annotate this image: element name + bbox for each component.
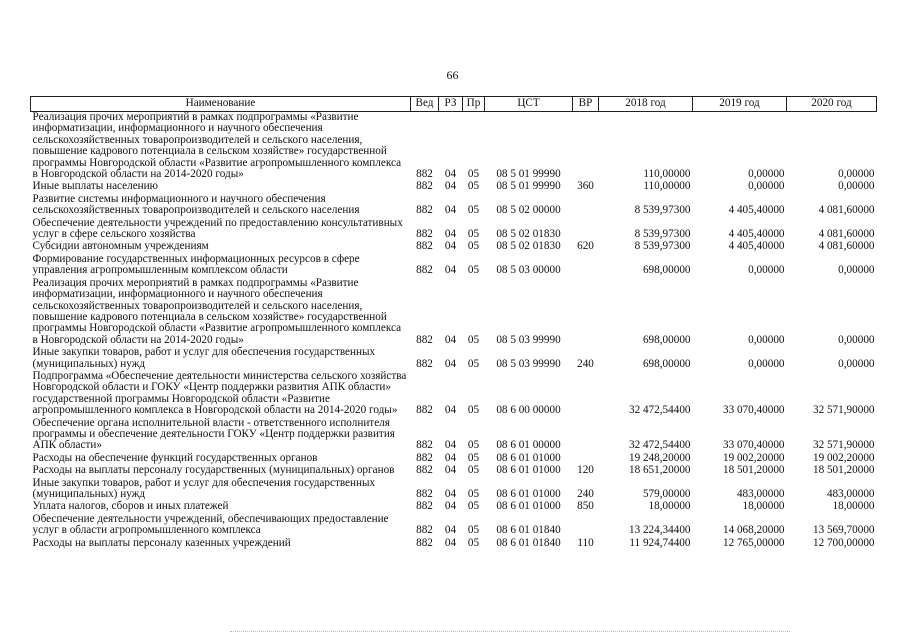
row-name: Уплата налогов, сборов и иных платежей <box>32 500 229 513</box>
row-2018: 8 539,97300 <box>634 204 691 217</box>
row-rz: 04 <box>444 439 457 452</box>
row-pr: 05 <box>467 357 480 370</box>
row-2019: 12 765,00000 <box>722 536 785 549</box>
row-2020: 4 081,60000 <box>818 204 875 217</box>
row-2018: 110,00000 <box>643 180 691 193</box>
row-cst: 08 6 01 01000 <box>496 464 561 477</box>
row-vr: 240 <box>577 488 594 500</box>
row-2018: 8 539,97300 <box>634 240 691 253</box>
row-pr: 05 <box>467 439 480 452</box>
row-2019: 4 405,40000 <box>728 228 785 241</box>
row-2019: 4 405,40000 <box>728 204 785 217</box>
row-ved: 882 <box>416 464 433 477</box>
row-pr: 05 <box>467 536 480 549</box>
table-row <box>31 347 877 371</box>
row-ved: 882 <box>416 500 433 513</box>
row-name: Реализация прочих мероприятий в рамках подпрограммы «Развитие информатизации, информационного и научного обеспечения сельскохозяйственных товаропроизводителей и сельского населения, повышение кадрового потенциала в сельском хозяйстве» государственной программы Новгородской области «Развитие агропромышленного комплекса в Новгородской области на 2014-2020 годы» <box>32 276 402 346</box>
row-vr: 360 <box>577 180 594 193</box>
row-cst: 08 5 03 99990 <box>496 357 561 370</box>
row-2019: 19 002,20000 <box>722 451 785 464</box>
row-ved: 882 <box>416 357 433 370</box>
row-2020: 4 081,60000 <box>818 228 875 241</box>
row-2020: 0,00000 <box>838 333 875 346</box>
table-row <box>31 241 877 253</box>
row-vr <box>573 371 599 418</box>
row-ved: 882 <box>416 228 433 241</box>
row-2020: 0,00000 <box>838 264 875 277</box>
row-rz: 04 <box>444 228 457 241</box>
row-2020: 18,00000 <box>832 500 875 513</box>
table-row <box>31 418 877 453</box>
row-2020: 0,00000 <box>838 357 875 370</box>
row-pr: 05 <box>467 524 480 537</box>
row-rz: 04 <box>444 464 457 477</box>
table-row <box>31 514 877 538</box>
row-vr: 110 <box>577 536 594 549</box>
row-ved: 882 <box>416 488 433 500</box>
row-rz: 04 <box>444 180 457 193</box>
row-rz: 04 <box>444 240 457 253</box>
row-ved: 882 <box>416 168 433 181</box>
row-rz: 04 <box>444 204 457 217</box>
row-rz: 04 <box>444 451 457 464</box>
row-vr: 620 <box>577 240 594 253</box>
row-2019: 0,00000 <box>748 168 785 181</box>
row-name: Субсидии автономным учреждениям <box>32 240 209 253</box>
row-2019: 33 070,40000 <box>722 439 785 452</box>
row-2019: 33 070,40000 <box>722 404 785 417</box>
row-cst: 08 5 02 01830 <box>496 240 561 253</box>
row-2018: 11 924,74400 <box>629 536 691 549</box>
row-2020: 18 501,20000 <box>812 464 875 477</box>
row-2018: 110,00000 <box>643 168 691 181</box>
table-row <box>31 112 877 182</box>
header-cst: ЦСТ <box>485 97 573 112</box>
row-2018: 579,00000 <box>642 488 691 500</box>
row-vr <box>573 278 599 347</box>
table-row <box>31 181 877 193</box>
row-pr: 05 <box>467 204 480 217</box>
row-2019: 4 405,40000 <box>728 240 785 253</box>
row-name: Расходы на обеспечение функций государственных органов <box>32 451 318 464</box>
row-2018: 698,00000 <box>642 357 691 370</box>
row-name: Иные выплаты населению <box>32 180 158 193</box>
row-2019: 0,00000 <box>748 180 785 193</box>
header-pr: Пр <box>463 97 485 112</box>
header-2018: 2018 год <box>599 97 693 112</box>
row-pr: 05 <box>467 464 480 477</box>
header-vr: ВР <box>573 97 599 112</box>
row-cst: 08 6 01 01000 <box>496 500 561 513</box>
row-rz: 04 <box>444 357 457 370</box>
row-rz: 04 <box>444 404 457 417</box>
row-2019: 14 068,20000 <box>722 524 785 537</box>
row-ved: 882 <box>416 439 433 452</box>
table-row <box>31 254 877 278</box>
header-rz: РЗ <box>439 97 463 112</box>
row-2018: 698,00000 <box>642 333 691 346</box>
header-2020: 2020 год <box>787 97 877 112</box>
scan-artifact-line <box>230 631 790 633</box>
row-cst: 08 6 01 00000 <box>496 439 561 452</box>
row-cst: 08 5 02 00000 <box>496 204 561 217</box>
row-cst: 08 6 01 01840 <box>496 524 561 537</box>
row-name: Расходы на выплаты персоналу казенных учреждений <box>32 536 291 549</box>
row-vr <box>573 218 599 242</box>
table-row <box>31 478 877 502</box>
row-cst: 08 6 00 00000 <box>496 404 561 417</box>
header-name: Наименование <box>31 97 411 112</box>
row-2019: 0,00000 <box>748 357 785 370</box>
row-2018: 18,00000 <box>648 500 691 513</box>
row-ved: 882 <box>416 333 433 346</box>
row-cst: 08 6 01 01000 <box>496 488 561 500</box>
row-ved: 882 <box>416 524 433 537</box>
table-row <box>31 218 877 242</box>
row-pr: 05 <box>467 228 480 241</box>
row-name: Расходы на выплаты персоналу государственных (муниципальных) органов <box>32 464 395 477</box>
row-ved: 882 <box>416 451 433 464</box>
row-pr: 05 <box>467 488 480 500</box>
row-2019: 18 501,20000 <box>722 464 785 477</box>
table-row <box>31 465 877 477</box>
budget-table <box>30 96 877 550</box>
row-vr <box>573 514 599 538</box>
row-name: Формирование государственных информационных ресурсов в сфере управления агропромышленным комплексом области <box>32 252 360 277</box>
row-2020: 4 081,60000 <box>818 240 875 253</box>
row-cst: 08 5 03 99990 <box>496 333 561 346</box>
row-vr <box>573 112 599 182</box>
table-row <box>31 371 877 418</box>
row-name: Реализация прочих мероприятий в рамках подпрограммы «Развитие информатизации, информационного и научного обеспечения сельскохозяйственных товаропроизводителей и сельского населения, повышение кадрового потенциала в сельском хозяйстве» государственной программы Новгородской области «Развитие агропромышленного комплекса в Новгородской области на 2014-2020 годы» <box>32 111 402 181</box>
row-2020: 13 569,70000 <box>812 524 875 537</box>
row-2020: 12 700,00000 <box>812 536 875 549</box>
row-vr: 850 <box>577 500 594 513</box>
row-ved: 882 <box>416 180 433 193</box>
row-pr: 05 <box>467 333 480 346</box>
row-cst: 08 6 01 01840 <box>496 536 561 549</box>
row-ved: 882 <box>416 204 433 217</box>
row-2018: 32 472,54400 <box>628 439 691 452</box>
row-rz: 04 <box>444 536 457 549</box>
row-ved: 882 <box>416 264 433 277</box>
row-pr: 05 <box>467 264 480 277</box>
page-number: 66 <box>446 68 459 82</box>
row-vr <box>573 418 599 453</box>
row-pr: 05 <box>467 404 480 417</box>
row-rz: 04 <box>444 500 457 513</box>
table-header-row <box>31 97 877 112</box>
row-vr <box>573 194 599 218</box>
row-ved: 882 <box>416 404 433 417</box>
row-pr: 05 <box>467 240 480 253</box>
header-2019: 2019 год <box>693 97 787 112</box>
row-cst: 08 5 03 00000 <box>496 264 561 277</box>
row-pr: 05 <box>467 180 480 193</box>
row-2019: 0,00000 <box>748 264 785 277</box>
row-2019: 0,00000 <box>748 333 785 346</box>
row-cst: 08 6 01 01000 <box>496 451 561 464</box>
row-2020: 32 571,90000 <box>812 404 875 417</box>
row-2020: 0,00000 <box>838 180 875 193</box>
row-rz: 04 <box>444 333 457 346</box>
row-rz: 04 <box>444 524 457 537</box>
row-pr: 05 <box>467 451 480 464</box>
row-2020: 483,00000 <box>826 488 875 500</box>
row-pr: 05 <box>467 168 480 181</box>
row-rz: 04 <box>444 488 457 500</box>
row-2020: 32 571,90000 <box>812 439 875 452</box>
row-2020: 0,00000 <box>838 168 875 181</box>
row-name: Иные закупки товаров, работ и услуг для обеспечения государственных (муниципальных) нужд <box>32 346 376 370</box>
row-2018: 32 472,54400 <box>628 404 691 417</box>
row-vr <box>573 254 599 278</box>
row-2019: 18,00000 <box>742 500 785 513</box>
row-2018: 698,00000 <box>642 264 691 277</box>
row-name: Подпрограмма «Обеспечение деятельности министерства сельского хозяйства Новгородской области и ГОКУ «Центр поддержки развития АПК области» государственной программы Новгородской области «Развитие агропромышленного комплекса в Новгородской области на 2014-2020 годы» <box>32 369 407 417</box>
row-name: Обеспечение деятельности учреждений по предоставлению консультативных услуг в сфере сельского хозяйства <box>32 216 403 241</box>
row-ved: 882 <box>416 240 433 253</box>
table-row <box>31 538 877 550</box>
row-2018: 19 248,20000 <box>628 451 691 464</box>
table-body <box>31 112 877 551</box>
row-ved: 882 <box>416 536 433 549</box>
row-rz: 04 <box>444 264 457 277</box>
row-2020: 19 002,20000 <box>812 451 875 464</box>
row-name: Иные закупки товаров, работ и услуг для обеспечения государственных (муниципальных) нужд <box>32 476 376 500</box>
row-2018: 8 539,97300 <box>634 228 691 241</box>
row-pr: 05 <box>467 500 480 513</box>
table-row <box>31 194 877 218</box>
row-cst: 08 5 02 01830 <box>496 228 561 241</box>
table-row <box>31 278 877 347</box>
row-2018: 13 224,34400 <box>628 524 691 537</box>
row-2018: 18 651,20000 <box>628 464 691 477</box>
row-name: Обеспечение органа исполнительной власти - ответственного исполнителя программы и обеспечение деятельности ГОКУ «Центр поддержки развития АПК области» <box>32 416 395 452</box>
header-ved: Вед <box>411 97 439 112</box>
row-2019: 483,00000 <box>736 488 785 500</box>
row-name: Обеспечение деятельности учреждений, обеспечивающих предоставление услуг в области агропромышленного комплекса <box>32 512 389 537</box>
row-rz: 04 <box>444 168 457 181</box>
row-name: Развитие системы информационного и научного обеспечения сельскохозяйственных товаропроизводителей и сельского населения <box>32 192 360 217</box>
row-vr: 240 <box>577 357 594 370</box>
table-row <box>31 501 877 513</box>
row-cst: 08 5 01 99990 <box>496 168 561 181</box>
row-cst: 08 5 01 99990 <box>496 180 561 193</box>
row-vr: 120 <box>577 464 594 477</box>
